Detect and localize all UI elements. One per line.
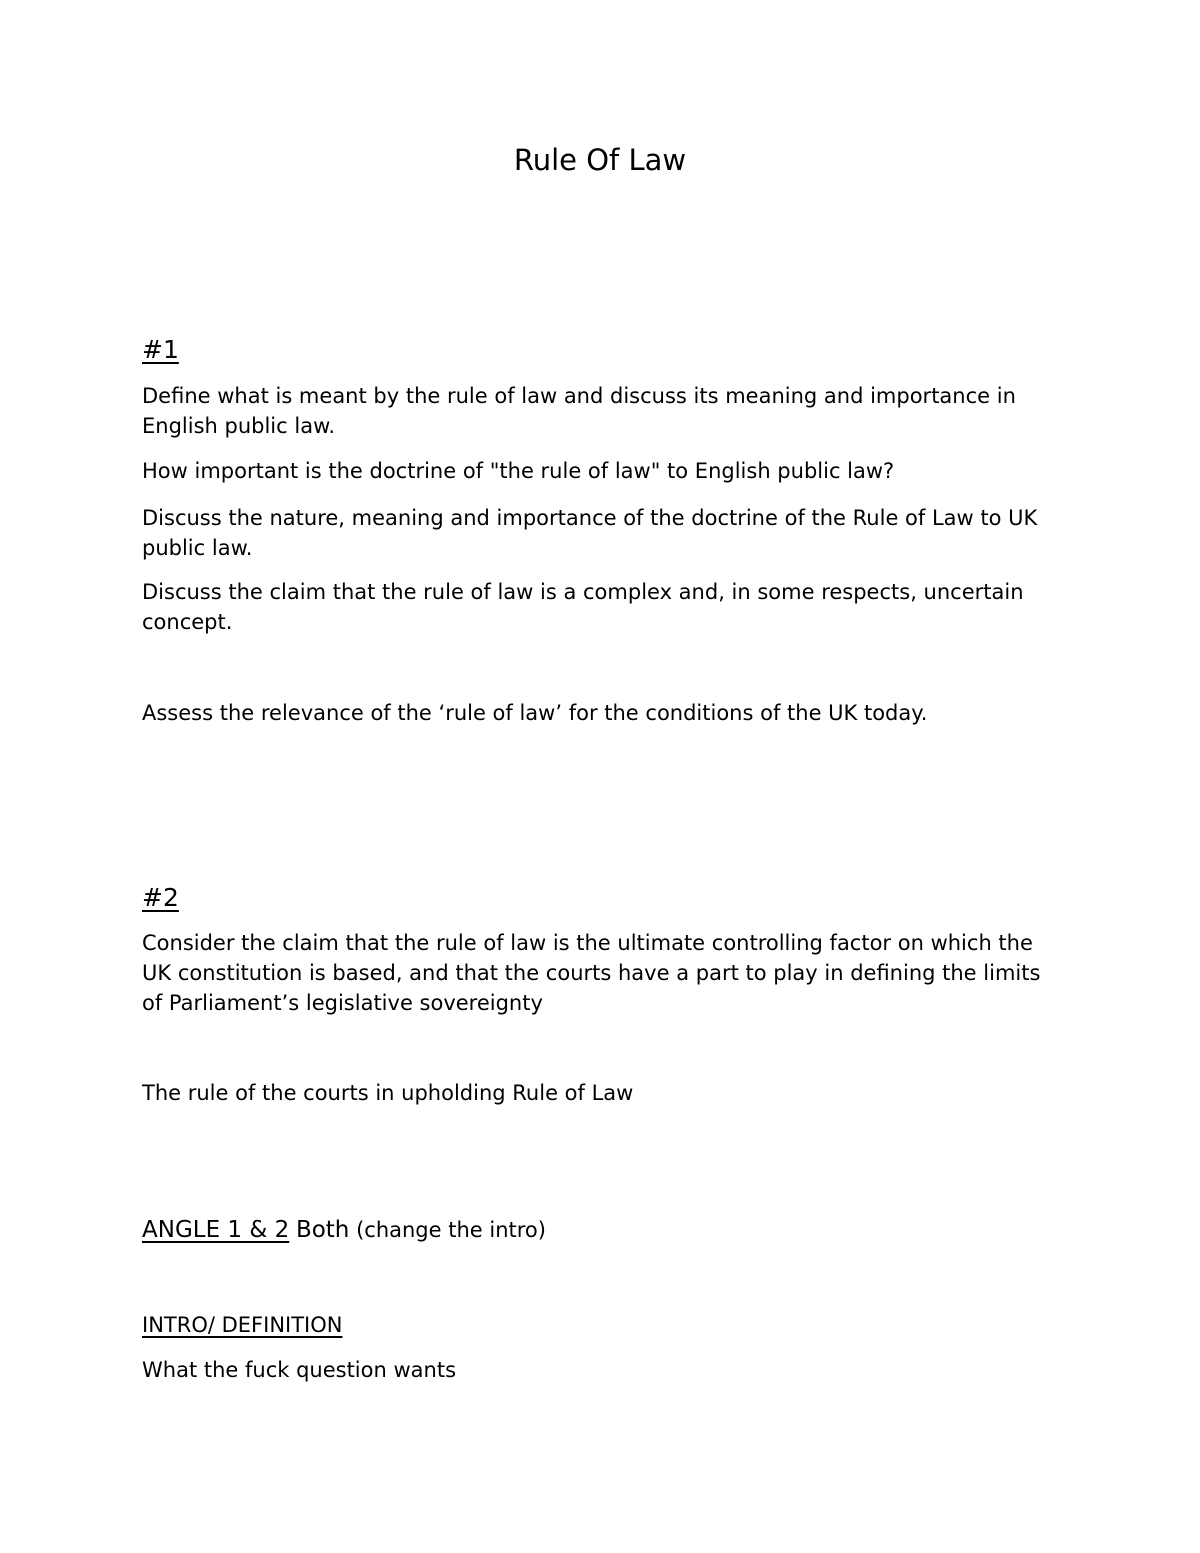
intro-text: What the fuck question wants — [142, 1358, 457, 1382]
angle-both: Both — [295, 1217, 350, 1243]
section-1-paragraph-2: How important is the doctrine of "the rule of law" to English public law? — [142, 459, 895, 483]
section-2-paragraph-2: The rule of the courts in upholding Rule of Law — [142, 1081, 634, 1105]
section-1-paragraph-3: Discuss the nature, meaning and importance of the doctrine of the Rule of Law to UK public law. — [142, 506, 1038, 560]
section-1-paragraph-5: Assess the relevance of the ‘rule of law’ for the conditions of the UK today. — [142, 701, 928, 725]
section-1-heading: #1 — [142, 335, 179, 364]
section-2-heading: #2 — [142, 883, 179, 912]
angle-line — [142, 1215, 546, 1245]
intro-heading: INTRO/ DEFINITION — [142, 1313, 343, 1337]
section-1-paragraph-4: Discuss the claim that the rule of law is a complex and, in some respects, uncertain concept. — [142, 580, 1024, 634]
angle-label: ANGLE 1 & 2 — [142, 1217, 290, 1243]
document-title: Rule Of Law — [513, 143, 687, 177]
section-2-paragraph-1: Consider the claim that the rule of law is the ultimate controlling factor on which the UK constitution is based, and that the courts have a part to play in defining the limits of Parliament’s legislative sovereignty — [142, 931, 1041, 1015]
angle-note: (change the intro) — [356, 1218, 546, 1242]
section-1-paragraph-1: Define what is meant by the rule of law and discuss its meaning and importance in English public law. — [142, 384, 1016, 438]
